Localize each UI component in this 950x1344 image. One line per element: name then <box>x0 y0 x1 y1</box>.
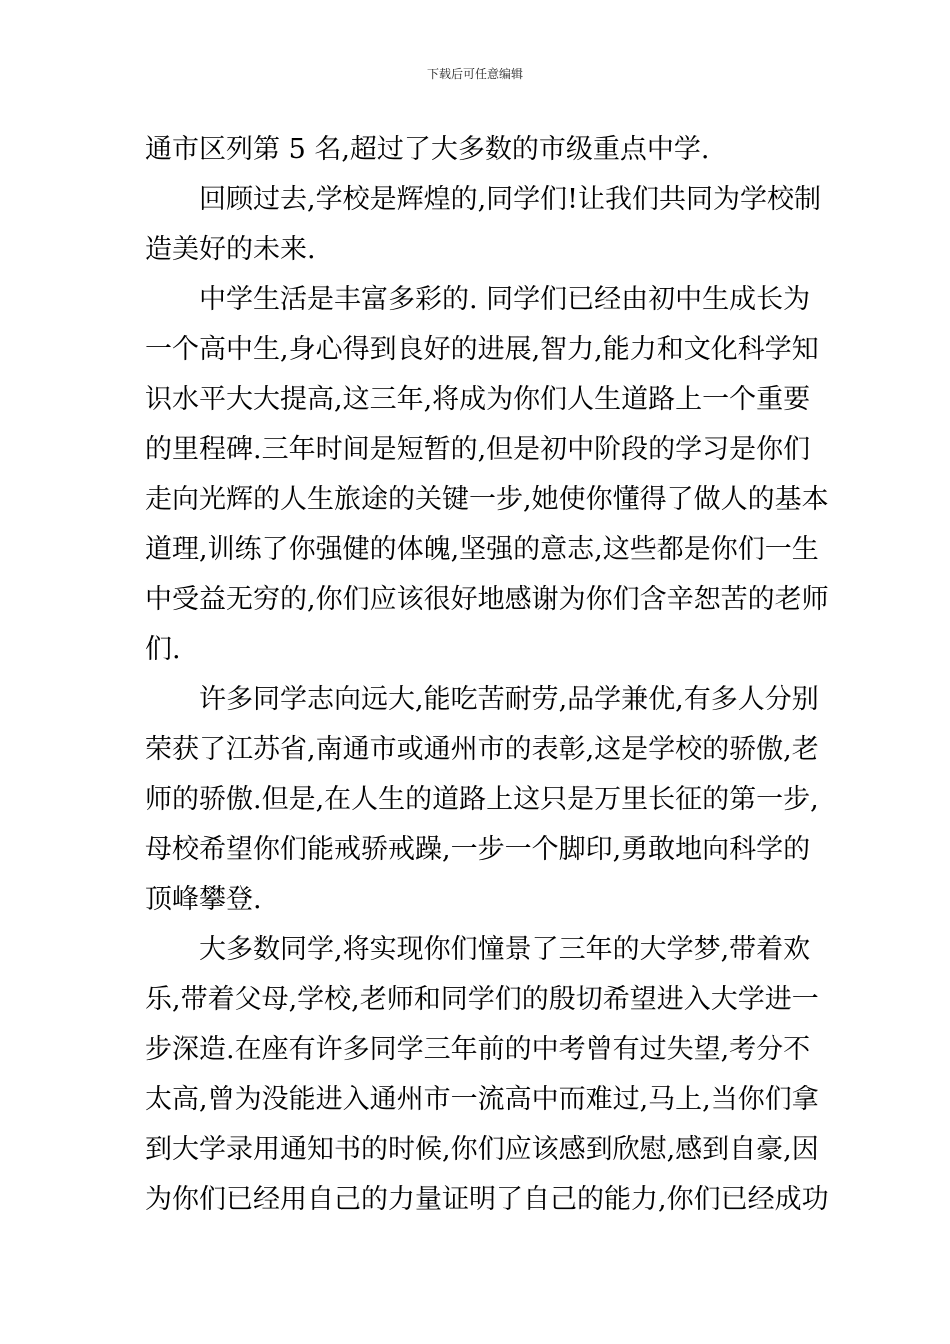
text-line: 母校希望你们能戒骄戒躁,一步一个脚印,勇敢地向科学的 <box>145 834 811 865</box>
paragraph-first-line: 大多数同学,将实现你们憧景了三年的大学梦,带着欢 <box>199 934 811 965</box>
text-line: 一个高中生,身心得到良好的进展,智力,能力和文化科学知 <box>145 334 819 365</box>
text-line: 道理,训练了你强健的体魄,坚强的意志,这些都是你们一生 <box>145 534 819 565</box>
paragraph-first-line: 中学生活是丰富多彩的. 同学们已经由初中生成长为 <box>199 284 811 315</box>
paragraph-first-line: 许多同学志向远大,能吃苦耐劳,品学兼优,有多人分别 <box>199 684 819 715</box>
text-line: 步深造.在座有许多同学三年前的中考曾有过失望,考分不 <box>145 1034 811 1065</box>
text-line: 通市区列第 5 名,超过了大多数的市级重点中学. <box>145 134 710 165</box>
text-line: 识水平大大提高,这三年,将成为你们人生道路上一个重要 <box>145 384 811 415</box>
text-line: 中受益无穷的,你们应该很好地感谢为你们含辛恕苦的老师 <box>145 584 829 615</box>
page-header: 下载后可任意编辑 <box>426 67 523 81</box>
text-line: 太高,曾为没能进入通州市一流高中而难过,马上,当你们拿 <box>145 1084 819 1115</box>
text-line: 到大学录用通知书的时候,你们应该感到欣慰,感到自豪,因 <box>145 1134 819 1165</box>
text-line: 们. <box>145 634 181 665</box>
paragraph-first-line: 回顾过去,学校是辉煌的,同学们!让我们共同为学校制 <box>199 184 822 215</box>
text-line: 荣获了江苏省,南通市或通州市的表彰,这是学校的骄傲,老 <box>145 734 819 765</box>
text-line: 师的骄傲.但是,在人生的道路上这只是万里长征的第一步, <box>145 784 819 815</box>
text-line: 为你们已经用自己的力量证明了自己的能力,你们已经成功 <box>145 1184 829 1215</box>
text-line: 顶峰攀登. <box>145 884 262 915</box>
text-line: 的里程碑.三年时间是短暂的,但是初中阶段的学习是你们 <box>145 434 811 465</box>
text-line: 走向光辉的人生旅途的关键一步,她使你懂得了做人的基本 <box>145 484 829 515</box>
text-line: 乐,带着父母,学校,老师和同学们的殷切希望进入大学进一 <box>145 984 819 1015</box>
text-line: 造美好的未来. <box>145 234 316 265</box>
